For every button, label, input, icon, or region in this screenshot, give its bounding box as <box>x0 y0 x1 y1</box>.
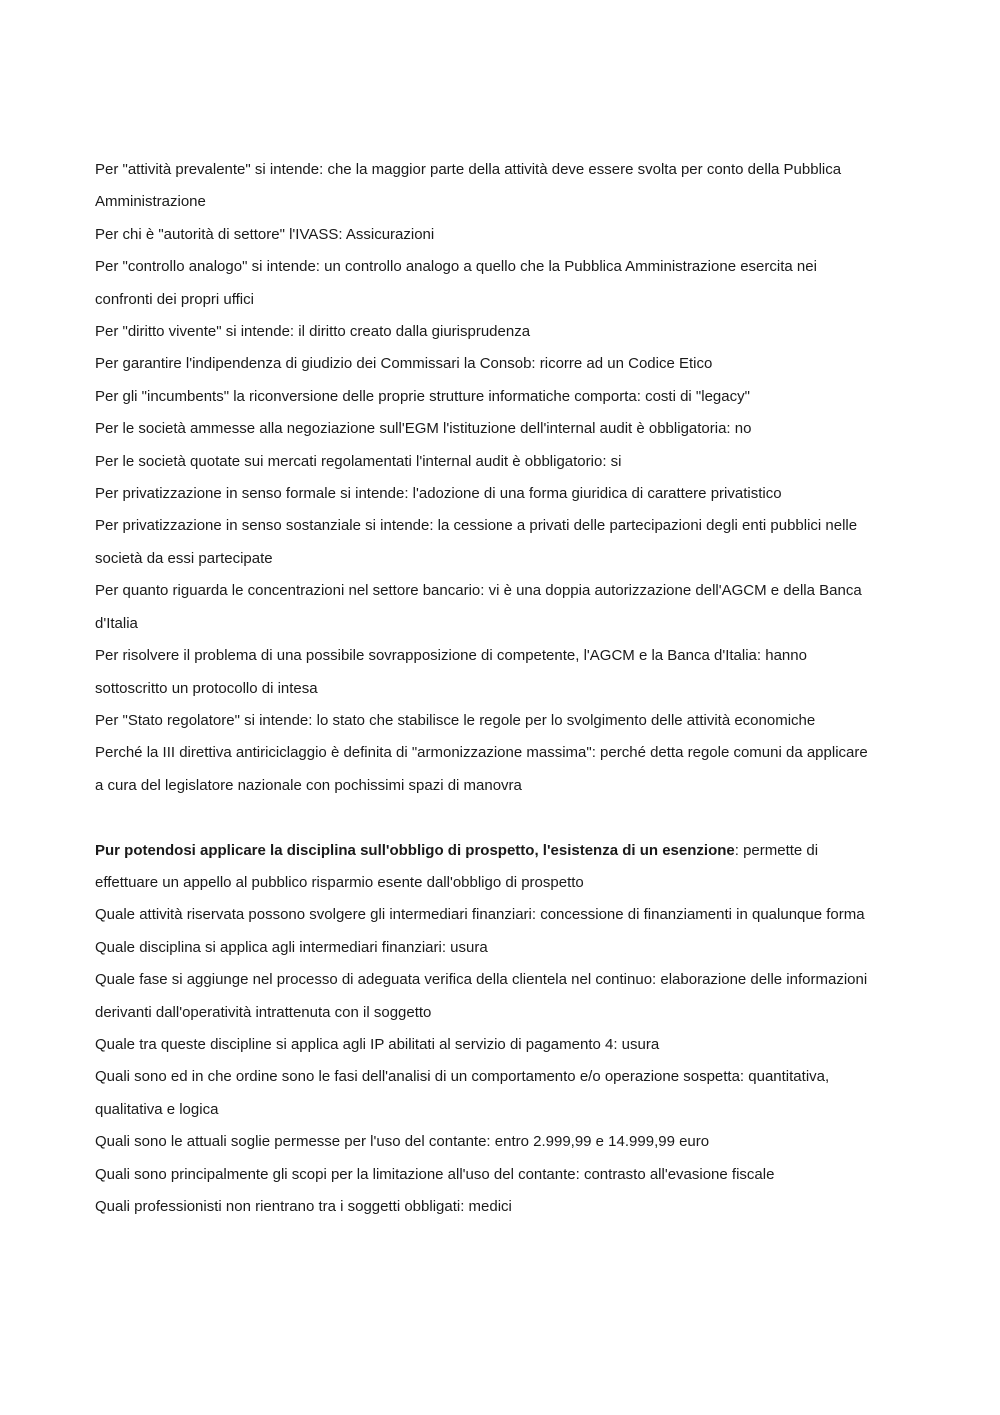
paragraph-incumbents: Per gli "incumbents" la riconversione delle proprie strutture informatiche comporta: costi di "legacy" <box>95 387 750 405</box>
paragraph-professionisti: Quali professionisti non rientrano tra i soggetti obbligati: medici <box>95 1197 512 1215</box>
paragraph-consob-codice-etico: Per garantire l'indipendenza di giudizio dei Commissari la Consob: ricorre ad un Codice Etico <box>95 355 713 373</box>
bold-answer: : permette di effettuare un appello al pubblico risparmio esente dall'obbligo di prospetto <box>95 841 819 891</box>
paragraph-fasi-analisi: Quali sono ed in che ordine sono le fasi dell'analisi di un comportamento e/o operazione sospetta: quantitativa, qualitativa e logica <box>95 1068 830 1118</box>
paragraph-autorita-di-settore: Per chi è "autorità di settore" l'IVASS: Assicurazioni <box>95 225 435 243</box>
paragraph-privatizzazione-sostanziale: Per privatizzazione in senso sostanziale si intende: la cessione a privati delle partecipazioni degli enti pubblici nelle società da essi partecipate <box>95 517 858 567</box>
paragraph-iii-direttiva: Perché la III direttiva antiriciclaggio è definita di "armonizzazione massima": perché detta regole comuni da applicare a cura del legislatore nazionale con pochissimi spazi di manovra <box>95 744 868 794</box>
paragraph-scopi-limitazione: Quali sono principalmente gli scopi per la limitazione all'uso del contante: contrasto all'evasione fiscale <box>95 1165 775 1183</box>
paragraph-quotate-internal-audit: Per le società quotate sui mercati regolamentati l'internal audit è obbligatorio: si <box>95 452 622 470</box>
paragraph-attivita-riservata: Quale attività riservata possono svolgere gli intermediari finanziari: concessione di finanziamenti in qualunque forma <box>95 906 865 924</box>
document-body <box>95 154 870 1223</box>
paragraph-obbligo-prospetto <box>95 835 870 900</box>
paragraph-protocollo-intesa: Per risolvere il problema di una possibile sovrapposizione di competente, l'AGCM e la Banca d'Italia: hanno sottoscritto un protocollo di intesa <box>95 647 807 697</box>
paragraph-controllo-analogo: Per "controllo analogo" si intende: un controllo analogo a quello che la Pubblica Amministrazione esercita nei confronti dei propri uffici <box>95 258 817 308</box>
paragraph-adeguata-verifica: Quale fase si aggiunge nel processo di adeguata verifica della clientela nel continuo: elaborazione delle informazioni derivanti dall'operatività intrattenuta con il soggetto <box>95 971 868 1021</box>
paragraph-spacer <box>95 802 870 834</box>
bold-question: Pur potendosi applicare la disciplina sull'obbligo di prospetto, l'esistenza di un esenzione <box>95 841 735 859</box>
paragraph-soglie-contante: Quali sono le attuali soglie permesse per l'uso del contante: entro 2.999,99 e 14.999,99 euro <box>95 1133 710 1151</box>
paragraph-attivita-prevalente: Per "attività prevalente" si intende: che la maggior parte della attività deve essere svolta per conto della Pubblica Amministrazione <box>95 161 842 211</box>
paragraph-ip-servizio-pagamento: Quale tra queste discipline si applica agli IP abilitati al servizio di pagamento 4: usura <box>95 1035 660 1053</box>
paragraph-concentrazioni-bancario: Per quanto riguarda le concentrazioni nel settore bancario: vi è una doppia autorizzazione dell'AGCM e della Banca d'Italia <box>95 582 862 632</box>
paragraph-stato-regolatore: Per "Stato regolatore" si intende: lo stato che stabilisce le regole per lo svolgimento delle attività economiche <box>95 711 816 729</box>
paragraph-privatizzazione-formale: Per privatizzazione in senso formale si intende: l'adozione di una forma giuridica di carattere privatistico <box>95 485 782 503</box>
paragraph-diritto-vivente: Per "diritto vivente" si intende: il diritto creato dalla giurisprudenza <box>95 323 531 341</box>
paragraph-egm-internal-audit: Per le società ammesse alla negoziazione sull'EGM l'istituzione dell'internal audit è obbligatoria: no <box>95 420 752 438</box>
paragraph-disciplina-intermediari: Quale disciplina si applica agli intermediari finanziari: usura <box>95 938 488 956</box>
